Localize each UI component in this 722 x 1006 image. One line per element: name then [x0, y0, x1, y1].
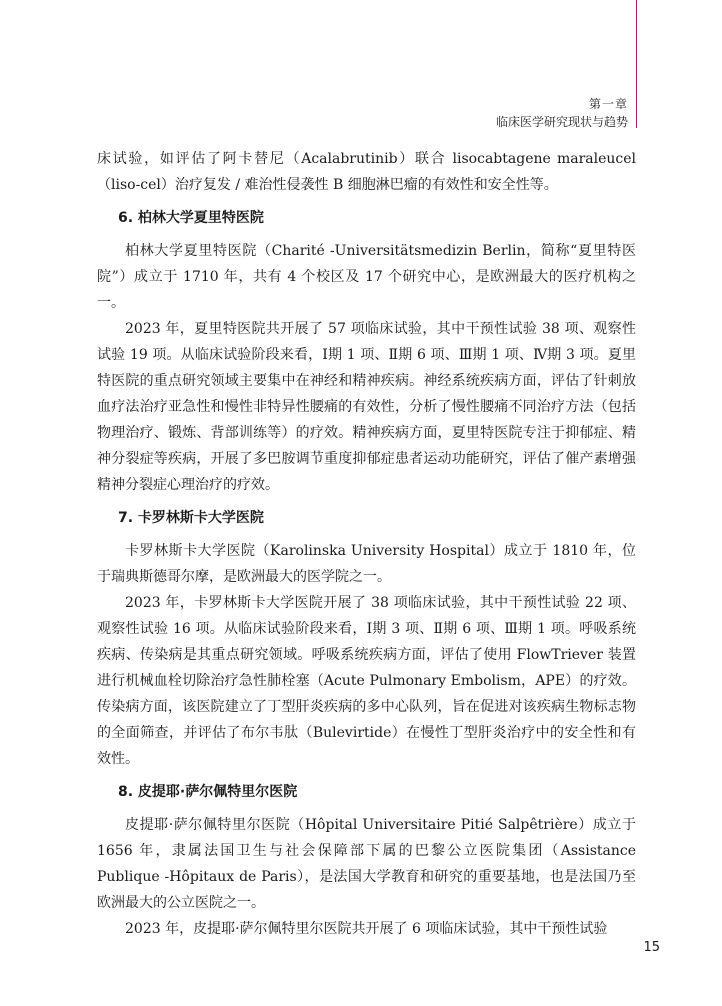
page-body: [97, 146, 636, 942]
section-8-paragraph-1: 皮提耶·萨尔佩特里尔医院（Hôpital Universitaire Pitié Salpêtrière）成立于 1656 年，隶属法国卫生与社会保障部下属的巴黎公立医院集团（Assistance Publique -Hôpitaux de Paris），是法国大学教育和研究的重要基地，也是法国乃至欧洲最大的公立医院之一。: [97, 817, 636, 911]
header-divider-line: [636, 0, 637, 128]
section-7-paragraph-1: 卡罗林斯卡大学医院（Karolinska University Hospital）成立于 1810 年，位于瑞典斯德哥尔摩，是欧洲最大的医学院之一。: [97, 543, 636, 585]
intro-paragraph: 床试验，如评估了阿卡替尼（Acalabrutinib）联合 lisocabtagene maraleucel（liso-cel）治疗复发 / 难治性侵袭性 B 细胞淋巴瘤的有效性和安全性等。: [97, 151, 636, 193]
section-7-paragraph-2: 2023 年，卡罗林斯卡大学医院开展了 38 项临床试验，其中干预性试验 22 项、观察性试验 16 项。从临床试验阶段来看，Ⅰ期 3 项、Ⅱ期 6 项、Ⅲ期 1 项。呼吸系统疾病、传染病是其重点研究领域。呼吸系统疾病方面，评估了使用 FlowTriever 装置进行机械血栓切除治疗急性肺栓塞（Acute Pulmonary Embolism，APE）的疗效。传染病方面，该医院建立了丁型肝炎疾病的多中心队列，旨在促进对该疾病生物标志物的全面筛查，并评估了布尔韦肽（Bulevirtide）在慢性丁型肝炎治疗中的安全性和有效性。: [97, 595, 636, 767]
chapter-number: 第一章: [588, 97, 628, 111]
section-8-paragraph-2: 2023 年，皮提耶·萨尔佩特里尔医院共开展了 6 项临床试验，其中干预性试验: [125, 921, 608, 937]
chapter-header: [496, 95, 628, 131]
section-8-heading: 8. 皮提耶·萨尔佩特里尔医院: [118, 784, 298, 800]
section-6-heading: 6. 柏林大学夏里特医院: [118, 210, 264, 226]
section-6-paragraph-2: 2023 年，夏里特医院共开展了 57 项临床试验，其中干预性试验 38 项、观察性试验 19 项。从临床试验阶段来看，Ⅰ期 1 项、Ⅱ期 6 项、Ⅲ期 1 项、Ⅳ期 3 项。夏里特医院的重点研究领域主要集中在神经和精神疾病。神经系统疾病方面，评估了针刺放血疗法治疗亚急性和慢性非特异性腰痛的有效性，分析了慢性腰痛不同治疗方法（包括物理治疗、锻炼、背部训练等）的疗效。精神疾病方面，夏里特医院专注于抑郁症、精神分裂症等疾病，开展了多巴胺调节重度抑郁症患者运动功能研究，评估了催产素增强精神分裂症心理治疗的疗效。: [97, 321, 636, 493]
section-7-heading: 7. 卡罗林斯卡大学医院: [118, 510, 264, 526]
section-6-paragraph-1: 柏林大学夏里特医院（Charité -Universitätsmedizin Berlin，简称“夏里特医院”）成立于 1710 年，共有 4 个校区及 17 个研究中心，是欧洲最大的医疗机构之一。: [97, 243, 636, 311]
page-number: 15: [643, 940, 660, 955]
chapter-title: 临床医学研究现状与趋势: [495, 115, 628, 129]
